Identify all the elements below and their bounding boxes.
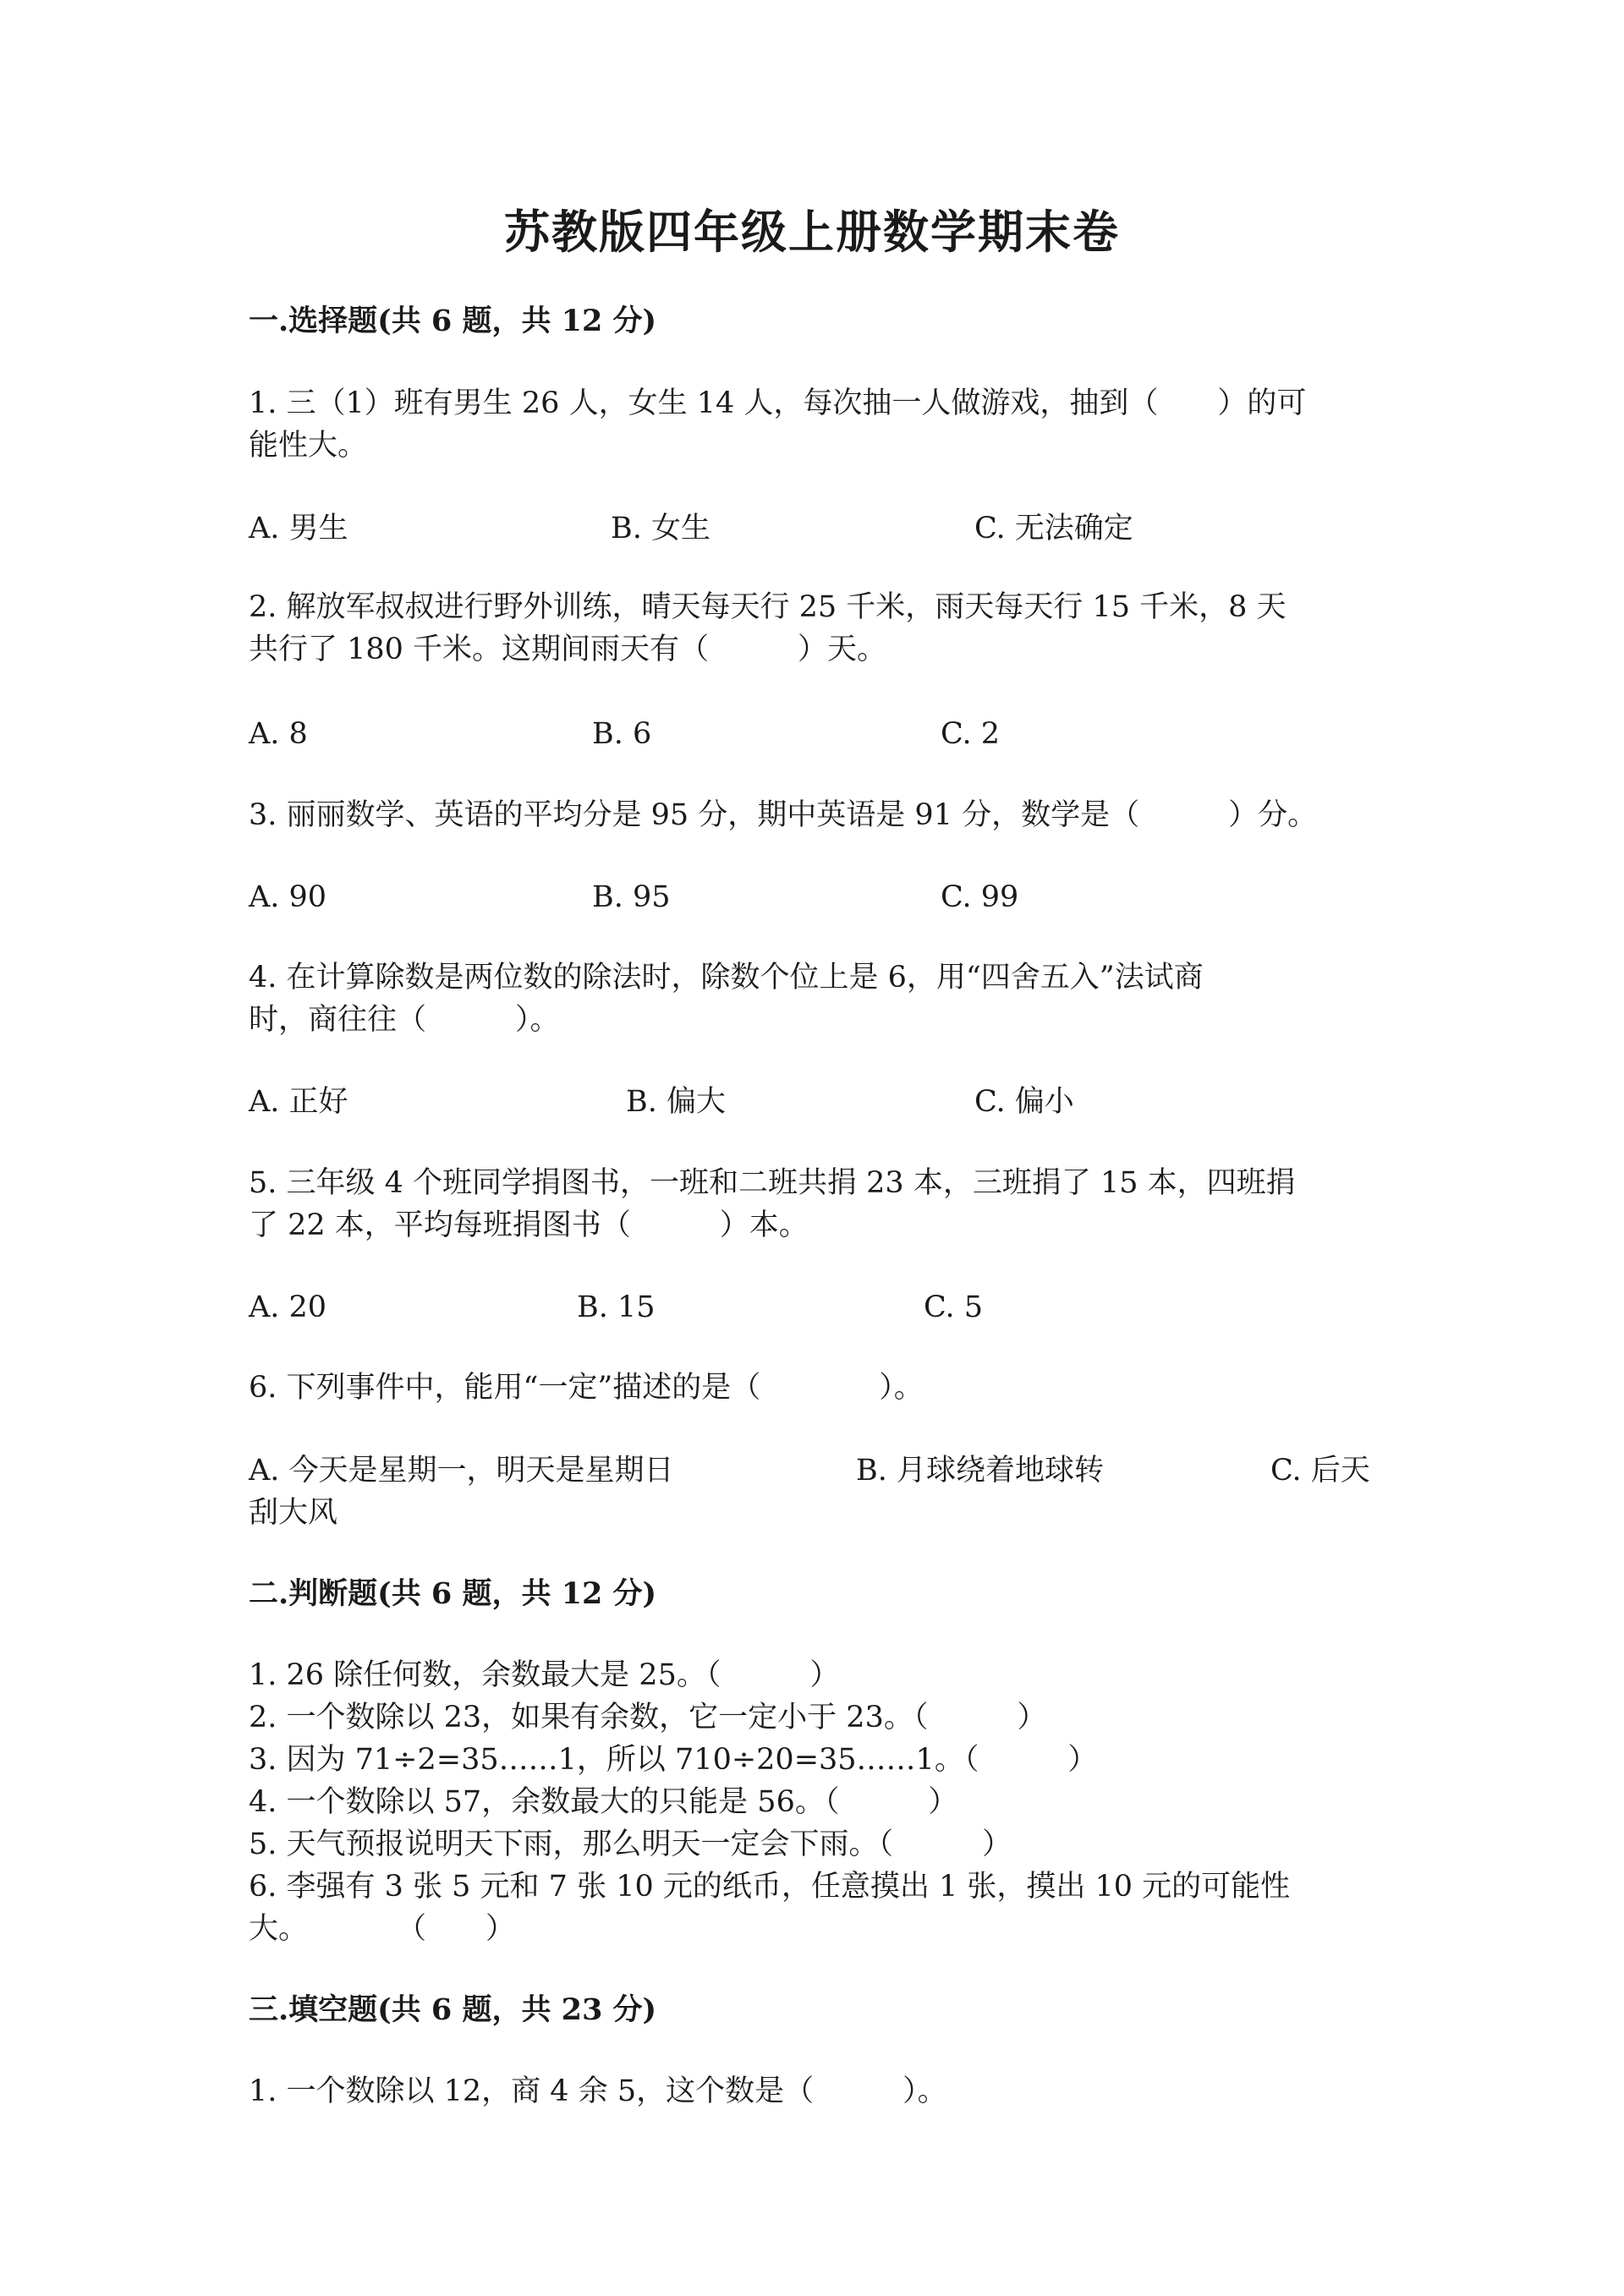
judgement-item-6-line1: 6. 李强有 3 张 5 元和 7 张 10 元的纸币，任意摸出 1 张，摸出 10 元的可能性 xyxy=(249,1870,1291,1904)
question-5-line2: 了 22 本，平均每班捐图书（ ）本。 xyxy=(249,1208,809,1242)
question-5-option-a: A. 20 xyxy=(249,1290,327,1324)
question-1-line1: 1. 三（1）班有男生 26 人，女生 14 人，每次抽一人做游戏，抽到（ ）的可 xyxy=(249,386,1307,420)
question-3-line1: 3. 丽丽数学、英语的平均分是 95 分，期中英语是 91 分，数学是（ ）分。 xyxy=(249,798,1318,832)
question-2-option-c: C. 2 xyxy=(941,717,1001,751)
question-6-option-b: B. 月球绕着地球转 xyxy=(856,1454,1104,1488)
question-6-line1: 6. 下列事件中，能用“一定”描述的是（ ）。 xyxy=(249,1371,924,1405)
question-2-line1: 2. 解放军叔叔进行野外训练，晴天每天行 25 千米，雨天每天行 15 千米，8 天 xyxy=(249,590,1287,624)
exam-title: 苏教版四年级上册数学期末卷 xyxy=(504,205,1120,259)
judgement-item-2: 2. 一个数除以 23，如果有余数，它一定小于 23。（ ） xyxy=(249,1701,1047,1734)
question-1-option-b: B. 女生 xyxy=(611,512,710,545)
question-4-option-a: A. 正好 xyxy=(249,1085,348,1119)
judgement-item-6-line2: 大。 （ ） xyxy=(249,1912,516,1946)
question-2-option-b: B. 6 xyxy=(592,717,652,751)
question-1-option-a: A. 男生 xyxy=(249,512,348,545)
section-heading-judgement: 二.判断题(共 6 题，共 12 分) xyxy=(249,1576,657,1611)
question-6-option-c-wrap: 刮大风 xyxy=(249,1496,338,1530)
judgement-item-4: 4. 一个数除以 57，余数最大的只能是 56。（ ） xyxy=(249,1785,958,1819)
judgement-item-3: 3. 因为 71÷2=35……1，所以 710÷20=35……1。（ ） xyxy=(249,1743,1098,1777)
question-3-option-c: C. 99 xyxy=(941,880,1019,914)
question-3-option-a: A. 90 xyxy=(249,880,327,914)
question-5-line1: 5. 三年级 4 个班同学捐图书，一班和二班共捐 23 本，三班捐了 15 本，四班捐 xyxy=(249,1166,1296,1200)
question-2-option-a: A. 8 xyxy=(249,717,308,751)
question-4-option-b: B. 偏大 xyxy=(626,1085,726,1119)
judgement-item-1: 1. 26 除任何数，余数最大是 25。（ ） xyxy=(249,1658,840,1692)
question-1-option-c: C. 无法确定 xyxy=(974,512,1133,545)
question-5-option-c: C. 5 xyxy=(924,1290,984,1324)
question-4-option-c: C. 偏小 xyxy=(974,1085,1074,1119)
question-4-line1: 4. 在计算除数是两位数的除法时，除数个位上是 6，用“四舍五入”法试商 xyxy=(249,961,1204,995)
question-6-option-a: A. 今天是星期一，明天是星期日 xyxy=(249,1454,674,1488)
section-heading-choice: 一.选择题(共 6 题，共 12 分) xyxy=(249,304,657,338)
question-6-option-c: C. 后天 xyxy=(1270,1454,1370,1488)
question-4-line2: 时，商往往（ ）。 xyxy=(249,1003,560,1037)
question-3-option-b: B. 95 xyxy=(592,880,671,914)
question-5-option-b: B. 15 xyxy=(577,1290,656,1324)
judgement-item-5: 5. 天气预报说明天下雨，那么明天一定会下雨。（ ） xyxy=(249,1827,1012,1861)
question-1-line2: 能性大。 xyxy=(249,429,368,463)
question-2-line2: 共行了 180 千米。这期间雨天有（ ）天。 xyxy=(249,633,887,666)
fill-in-question-1: 1. 一个数除以 12，商 4 余 5，这个数是（ ）。 xyxy=(249,2074,947,2108)
section-heading-fill-in: 三.填空题(共 6 题，共 23 分) xyxy=(249,1992,657,2027)
